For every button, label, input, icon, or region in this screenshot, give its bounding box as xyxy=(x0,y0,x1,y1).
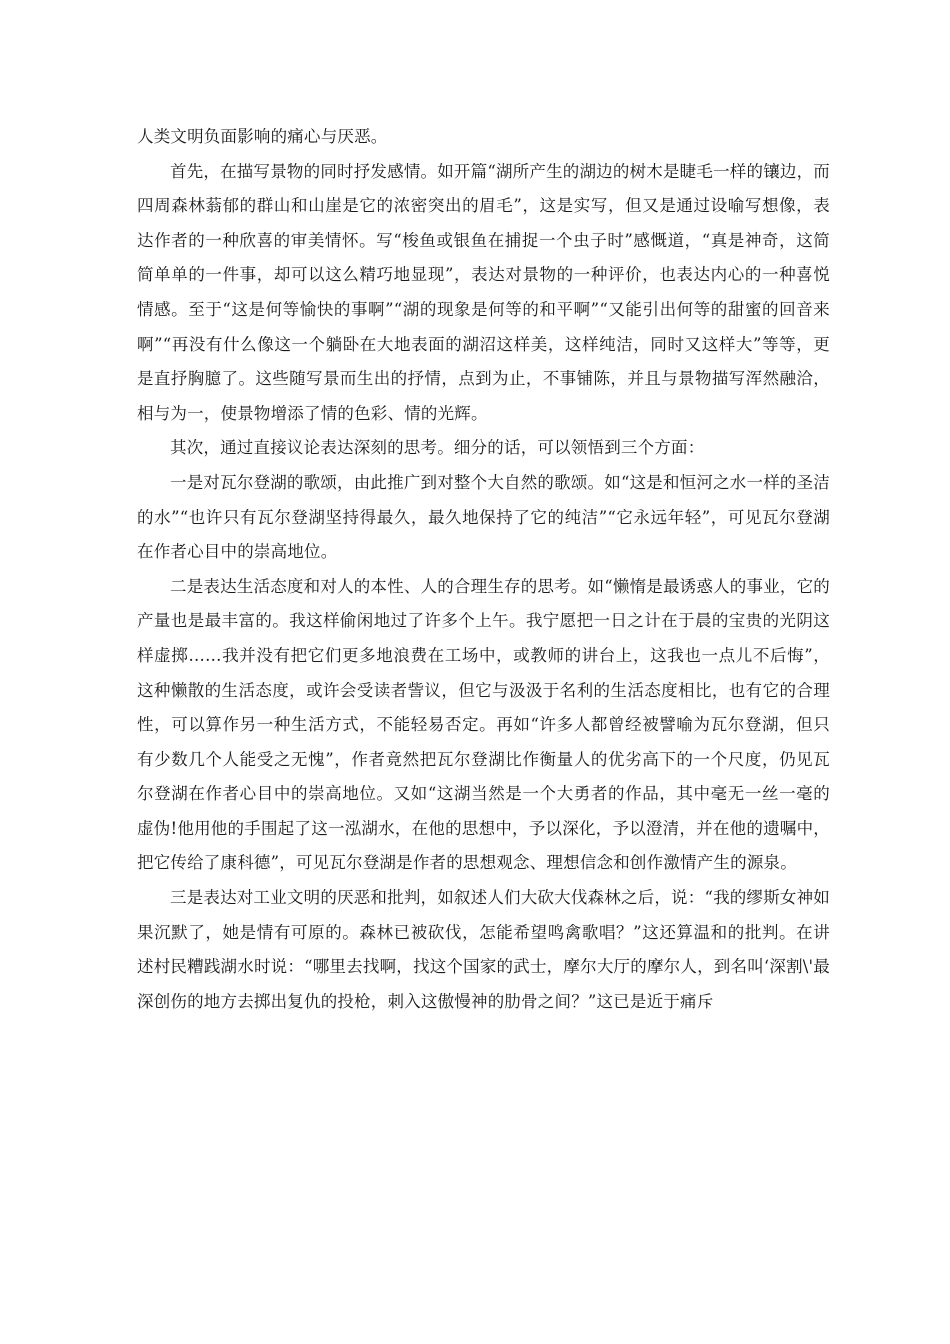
paragraph-4: 一是对瓦尔登湖的歌颂，由此推广到对整个大自然的歌颂。如“这是和恒河之水一样的圣洁的水”“也许只有瓦尔登湖坚持得最久，最久地保持了它的纯洁”“它永远年轻”，可见瓦尔登湖在作者心目中的崇高地位。 xyxy=(137,472,830,562)
paragraph-1: 人类文明负面影响的痛心与厌恶。 xyxy=(137,127,388,146)
document-body xyxy=(137,120,830,1019)
paragraph-6: 三是表达对工业文明的厌恶和批判，如叙述人们大砍大伐森林之后，说：“我的缪斯女神如果沉默了，她是情有可原的。森林已被砍伐，怎能希望鸣禽歌唱？”这还算温和的批判。在讲述村民糟践湖水时说：“哪里去找啊，找这个国家的武士，摩尔大厅的摩尔人，到名叫‘深割\'最深创伤的地方去掷出复仇的投枪，刺入这傲慢神的肋骨之间？”这已是近于痛斥 xyxy=(137,888,830,1011)
paragraph-3: 其次，通过直接议论表达深刻的思考。细分的话，可以领悟到三个方面： xyxy=(170,438,705,458)
paragraph-5: 二是表达生活态度和对人的本性、人的合理生存的思考。如“懒惰是最诱惑人的事业，它的产量也是最丰富的。我这样偷闲地过了许多个上午。我宁愿把一日之计在于晨的宝贵的光阴这样虚掷……我并没有把它们更多地浪费在工场中，或教师的讲台上，这我也一点儿不后悔”，这种懒散的生活态度，或许会受读者訾议，但它与汲汲于名利的生活态度相比，也有它的合理性，可以算作另一种生活方式，不能轻易否定。再如“许多人都曾经被譬喻为瓦尔登湖，但只有少数几个人能受之无愧”，作者竟然把瓦尔登湖比作衡量人的优劣高下的一个尺度，仍见瓦尔登湖在作者心目中的崇高地位。又如“这湖当然是一个大勇者的作品，其中毫无一丝一毫的虚伪!他用他的手围起了这一泓湖水，在他的思想中，予以深化，予以澄清，并在他的遗嘱中，把它传给了康科德”，可见瓦尔登湖是作者的思想观念、理想信念和创作激情产生的源泉。 xyxy=(137,576,830,873)
paragraph-2: 首先，在描写景物的同时抒发感情。如开篇“湖所产生的湖边的树木是睫毛一样的镶边，而四周森林蓊郁的群山和山崖是它的浓密突出的眉毛”，这是实写，但又是通过设喻写想像，表达作者的一种欣喜的审美情怀。写“梭鱼或银鱼在捕捉一个虫子时”感慨道，“真是神奇，这简简单单的一件事，却可以这么精巧地显现”，表达对景物的一种评价，也表达内心的一种喜悦情感。至于“这是何等愉快的事啊”“湖的现象是何等的和平啊”“又能引出何等的甜蜜的回音来啊”“再没有什么像这一个躺卧在大地表面的湖沼这样美，这样纯洁，同时又这样大”等等，更是直抒胸臆了。这些随写景而生出的抒情，点到为止，不事铺陈，并且与景物描写浑然融洽，相与为一，使景物增添了情的色彩、情的光辉。 xyxy=(137,161,830,423)
